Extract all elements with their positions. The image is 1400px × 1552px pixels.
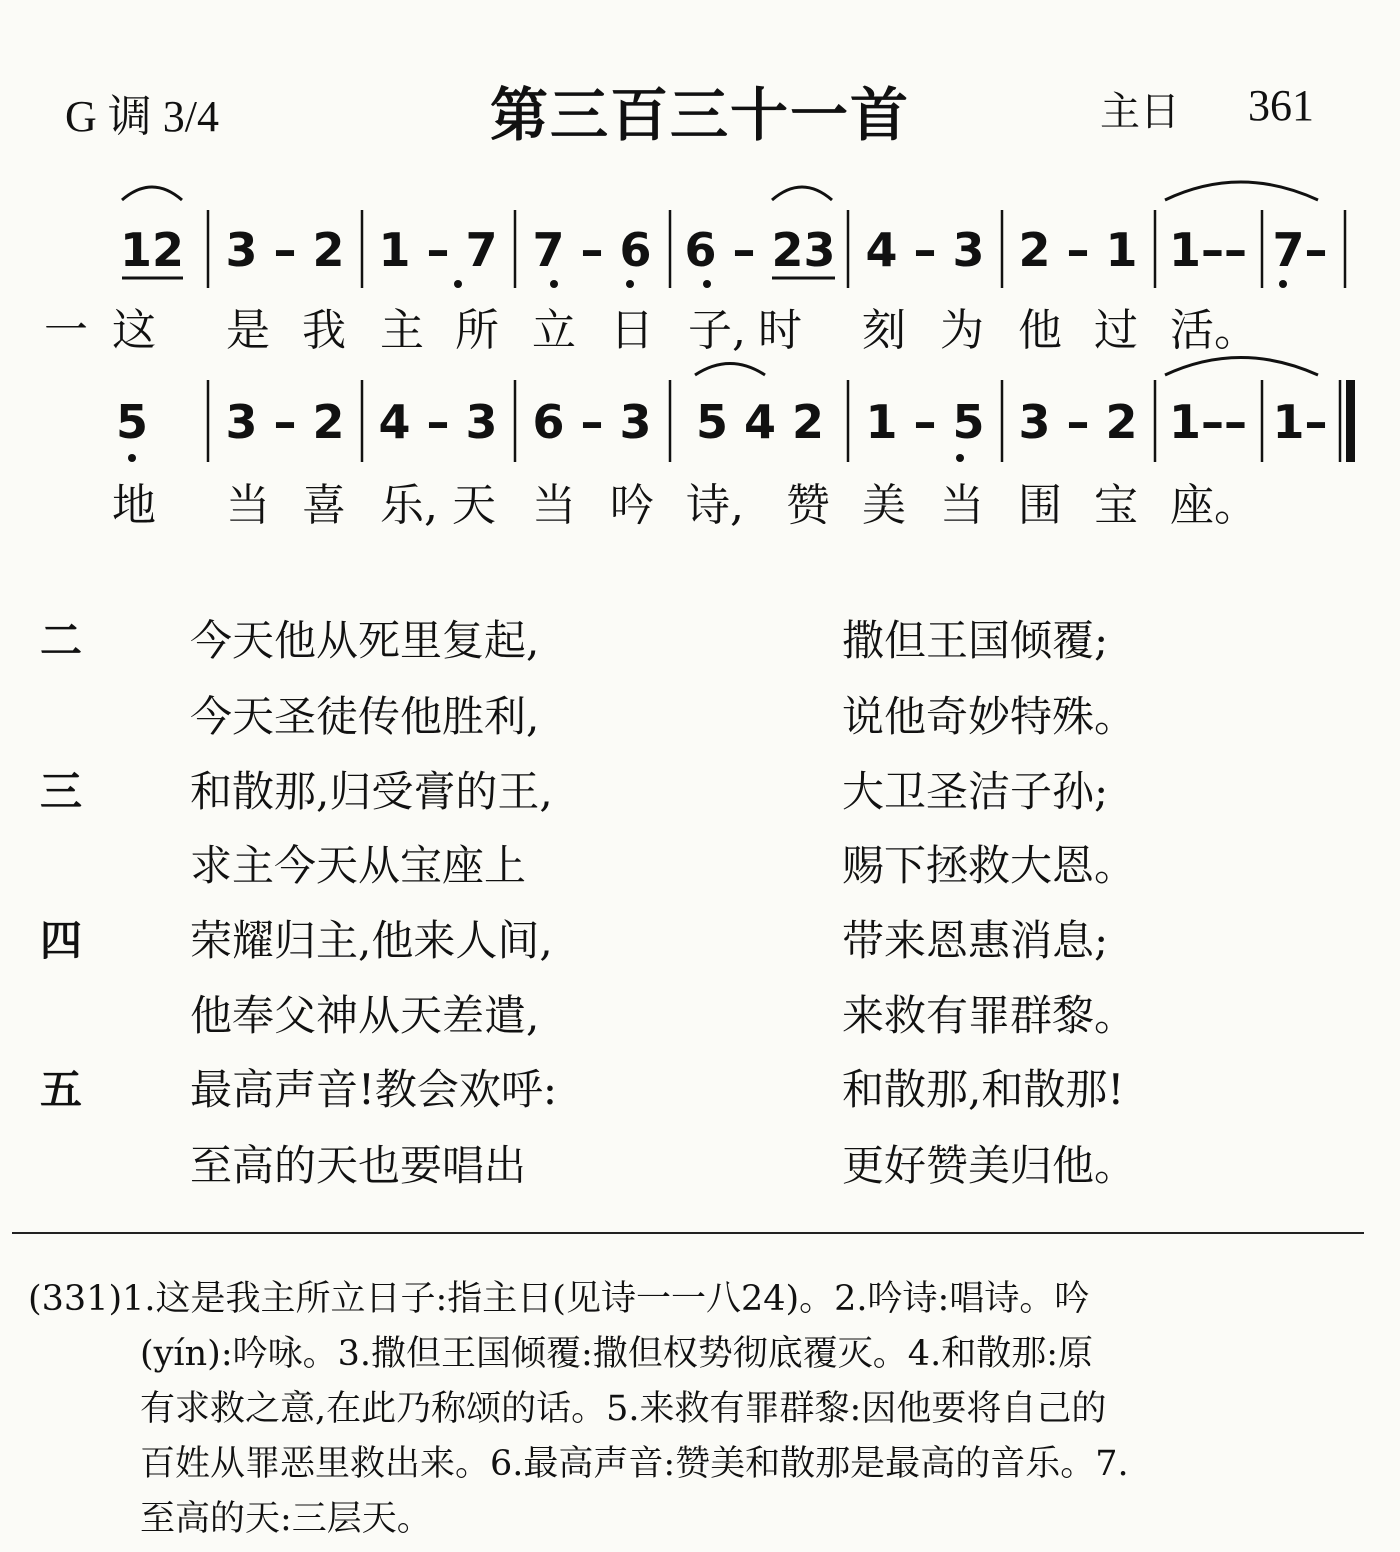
footnote-line: 有求救之意,在此乃称颂的话。5.来救有罪群黎:因他要将自己的 <box>140 1389 1107 1429</box>
verse-line: 今天圣徒传他胜利, <box>190 692 540 741</box>
lower-octave-dot <box>1279 280 1287 288</box>
note-group: 2 – 1 <box>1018 223 1138 277</box>
note-group: 1–– <box>1168 223 1248 277</box>
lyric-char: 所 <box>455 305 499 356</box>
note-group: 12 <box>119 223 185 277</box>
footnotes <box>28 1272 1378 1547</box>
note-group: 1 – 5 <box>865 395 985 449</box>
lyric-char: 一 <box>44 305 88 356</box>
verse-line: 今天他从死里复起, <box>190 616 540 665</box>
verse-line: 他奉父神从天差遣, <box>190 991 540 1040</box>
lyric-char: 美 <box>862 480 906 531</box>
note-group: 1 – 7 <box>378 223 498 277</box>
lower-octave-dot <box>626 280 634 288</box>
verse-line: 说他奇妙特殊。 <box>842 692 1137 741</box>
slur-arc <box>772 187 832 200</box>
note-group: 7– <box>1272 223 1328 277</box>
verse-line: 来救有罪群黎。 <box>842 991 1137 1040</box>
verse-line: 和散那,归受膏的王, <box>190 767 553 816</box>
lyric-char: 喜 <box>302 480 346 531</box>
lyric-char: 当 <box>940 480 984 531</box>
lyric-char: 当 <box>226 480 270 531</box>
lower-octave-dot <box>454 280 462 288</box>
lyric-char: 日 <box>610 305 654 356</box>
lyric-char: 活。 <box>1170 305 1258 356</box>
lyric-char: 刻 <box>862 305 906 356</box>
lyric-char: 诗, <box>686 480 744 531</box>
lyric-char: 乐, <box>380 480 438 531</box>
note-group: 7 – 6 <box>532 223 652 277</box>
note-group: 3 – 2 <box>1018 395 1138 449</box>
lyric-char: 吟 <box>610 480 654 531</box>
lyric-char: 为 <box>940 305 984 356</box>
note-group: 1– <box>1272 395 1328 449</box>
note-group: 4 – 3 <box>865 223 985 277</box>
footnote-line: 至高的天:三层天。 <box>140 1499 432 1539</box>
verse-number: 三 <box>40 767 83 816</box>
note-group: 6 – 3 <box>532 395 652 449</box>
lyric-char: 围 <box>1018 480 1062 531</box>
footnote-divider <box>12 1232 1364 1234</box>
lower-octave-dot <box>956 454 964 462</box>
music-score <box>0 170 1400 550</box>
verse-line: 大卫圣洁子孙; <box>842 767 1109 816</box>
lyric-char: 我 <box>302 305 346 356</box>
tie-arc <box>1165 358 1318 376</box>
verse-line: 和散那,和散那! <box>842 1065 1125 1114</box>
note-group: 4 – 3 <box>378 395 498 449</box>
lyric-char: 地 <box>112 480 156 531</box>
verse-number: 四 <box>40 916 83 965</box>
lyric-char: 宝 <box>1094 480 1138 531</box>
verse-line: 赐下拯救大恩。 <box>842 841 1137 890</box>
verse-line: 至高的天也要唱出 <box>190 1141 527 1190</box>
verse-line: 撒但王国倾覆; <box>842 616 1109 665</box>
hymn-title: 第三百三十一首 <box>489 81 910 149</box>
lyric-char: 过 <box>1094 305 1138 356</box>
page-number: 361 <box>1248 81 1314 130</box>
category-label: 主日 <box>1100 89 1180 135</box>
verse-line: 最高声音!教会欢呼: <box>190 1065 558 1114</box>
verse-line: 带来恩惠消息; <box>842 916 1109 965</box>
lower-octave-dot <box>128 454 136 462</box>
lyric-char: 当 <box>532 480 576 531</box>
key-signature: G 调 3/4 <box>65 92 219 141</box>
lyric-char: 子, <box>688 305 746 356</box>
verse-line: 荣耀归主,他来人间, <box>190 916 553 965</box>
tie-arc <box>1165 182 1318 200</box>
final-barline-thick <box>1346 380 1355 462</box>
lyric-char: 是 <box>226 305 270 356</box>
lyric-char: 赞 <box>786 480 830 531</box>
verse-line: 更好赞美归他。 <box>842 1141 1137 1190</box>
lyric-char: 主 <box>380 305 424 356</box>
lyric-char: 这 <box>112 305 156 356</box>
lyric-char: 座。 <box>1170 480 1258 531</box>
footnote-line: 百姓从罪恶里救出来。6.最高声音:赞美和散那是最高的音乐。7. <box>140 1444 1129 1484</box>
note-group: 3 – 2 <box>225 395 345 449</box>
note-group: 1–– <box>1168 395 1248 449</box>
verse-line: 求主今天从宝座上 <box>190 841 527 890</box>
note-group: 5 <box>115 395 149 449</box>
lyric-char: 立 <box>532 305 576 356</box>
lyric-char: 他 <box>1018 305 1062 356</box>
verse-number: 五 <box>40 1065 83 1114</box>
lyric-char: 时 <box>758 305 802 356</box>
note-group: 6 – 23 <box>684 223 836 277</box>
footnote-line: (331)1.这是我主所立日子:指主日(见诗一一八24)。2.吟诗:唱诗。吟 <box>28 1279 1090 1319</box>
lower-octave-dot <box>703 280 711 288</box>
lyric-char: 天 <box>452 480 496 531</box>
lower-octave-dot <box>550 280 558 288</box>
note-group: 5 4 2 <box>695 395 825 449</box>
note-group: 3 – 2 <box>225 223 345 277</box>
verse-number: 二 <box>40 616 83 665</box>
slur-arc <box>695 364 765 376</box>
slur-arc <box>122 187 182 200</box>
footnote-line: (yín):吟咏。3.撒但王国倾覆:撒但权势彻底覆灭。4.和散那:原 <box>140 1334 1093 1374</box>
